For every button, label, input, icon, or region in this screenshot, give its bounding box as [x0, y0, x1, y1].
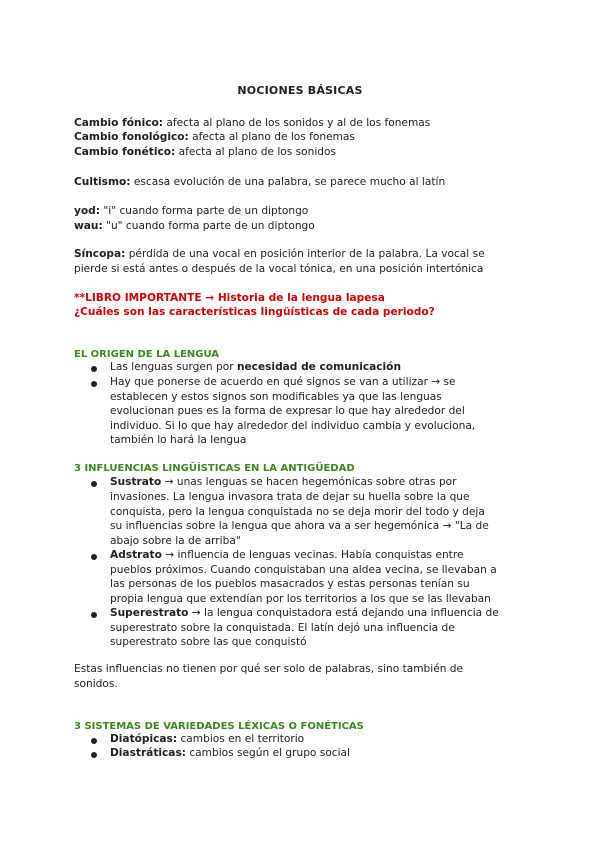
note-line1: Estas influencias no tienen por qué ser solo de palabras, sino también de: [74, 663, 464, 675]
list-item-line: superestrato sobre las que conquistó: [110, 636, 307, 648]
def-sincopa: [74, 247, 485, 262]
def-cambio-fonologico: [74, 130, 355, 145]
def-text: afecta al plano de los sonidos: [175, 146, 337, 158]
section-heading-origen: EL ORIGEN DE LA LENGUA: [74, 349, 220, 360]
item-text: → unas lenguas se hacen hegemónicas sobre otras por: [161, 476, 457, 488]
term: Cambio fonético:: [74, 146, 176, 158]
list-item-line: también lo hará la lengua: [110, 434, 247, 446]
list-item: [110, 360, 401, 375]
list-item-diatopicas: [110, 732, 304, 747]
term: yod:: [74, 205, 101, 217]
list-item-line: conquista, pero la lengua conquistada no se deja morir del todo y deja: [110, 506, 485, 518]
def-text: escasa evolución de una palabra, se parece mucho al latín: [130, 176, 446, 188]
bullet-icon: [91, 612, 97, 618]
def-cambio-fonico: [74, 116, 430, 131]
term: wau:: [74, 220, 103, 232]
term: Cambio fónico:: [74, 117, 163, 129]
bullet-icon: [91, 366, 97, 372]
note-line2: sonidos.: [74, 678, 118, 690]
def-text: "i" cuando forma parte de un diptongo: [100, 205, 309, 217]
def-sincopa-line2: pierde si está antes o después de la vocal tónica, en una posición intertónica: [74, 263, 484, 275]
list-item-line: invasiones. La lengua invasora trata de dejar su huella sobre la que: [110, 491, 470, 503]
item-bold: necesidad de comunicación: [236, 361, 401, 373]
item-term: Sustrato: [110, 476, 162, 488]
list-item-line: propia lengua que extendían por los territorios a los que se las llevaban: [110, 593, 491, 605]
bullet-icon: [91, 554, 97, 560]
list-item-superestrato: [110, 606, 499, 621]
def-cambio-fonetico: [74, 145, 336, 160]
list-item-line: las personas de los pueblos masacrados y estas personas tenían su: [110, 578, 470, 590]
item-text: → influencia de lenguas vecinas. Había conquistas entre: [161, 549, 464, 561]
def-text: afecta al plano de los sonidos y al de los fonemas: [163, 117, 431, 129]
important-note-line2: ¿Cuáles son las características lingüísticas de cada periodo?: [74, 306, 435, 318]
section-heading-sistemas: 3 SISTEMAS DE VARIEDADES LÉXICAS O FONÉTICAS: [74, 721, 364, 732]
item-text: Las lenguas surgen por: [110, 361, 237, 373]
item-term: Diatópicas:: [110, 733, 178, 745]
important-note-line1: **LIBRO IMPORTANTE → Historia de la lengua lapesa: [74, 292, 385, 304]
bullet-icon: [91, 752, 97, 758]
bullet-icon: [91, 481, 97, 487]
item-term: Superestrato: [110, 607, 189, 619]
list-item-diastraticas: [110, 746, 350, 761]
def-wau: [74, 219, 315, 234]
list-item-line: abajo sobre la de arriba": [110, 535, 241, 547]
bullet-icon: [91, 381, 97, 387]
list-item-line: su influencias sobre la lengua que ahora va a ser hegemónica → "La de: [110, 520, 489, 532]
item-text: → la lengua conquistadora está dejando una influencia de: [188, 607, 499, 619]
list-item-line: individuo. Si lo que hay alrededor del individuo cambia y evoluciona,: [110, 420, 476, 432]
list-item-line: evolucionan pues es la forma de expresar lo que hay alrededor del: [110, 405, 465, 417]
list-item-line: pueblos próximos. Cuando conquistaban una aldea vecina, se llevaban a: [110, 564, 497, 576]
page-title: NOCIONES BÁSICAS: [237, 84, 363, 97]
term: Cultismo:: [74, 176, 131, 188]
def-text: "u" cuando forma parte de un diptongo: [102, 220, 315, 232]
bullet-icon: [91, 738, 97, 744]
item-text: cambios según el grupo social: [185, 747, 350, 759]
section-heading-influencias: 3 INFLUENCIAS LINGÜÍSTICAS EN LA ANTIGÜEDAD: [74, 463, 355, 474]
item-term: Diastráticas:: [110, 747, 186, 759]
term: Cambio fonológico:: [74, 131, 189, 143]
def-yod: [74, 204, 308, 219]
list-item-line: Hay que ponerse de acuerdo en qué signos se van a utilizar → se: [110, 376, 456, 388]
list-item-sustrato: [110, 475, 457, 490]
item-term: Adstrato: [110, 549, 162, 561]
list-item-adstrato: [110, 548, 463, 563]
term: Síncopa:: [74, 248, 126, 260]
list-item-line: establecen y estos signos son modificables ya que las lenguas: [110, 391, 442, 403]
list-item-line: superestrato sobre la conquistada. El latín dejó una influencia de: [110, 622, 455, 634]
item-text: cambios en el territorio: [177, 733, 305, 745]
def-cultismo: [74, 175, 445, 190]
def-text: afecta al plano de los fonemas: [188, 131, 355, 143]
def-text: pérdida de una vocal en posición interior de la palabra. La vocal se: [125, 248, 485, 260]
